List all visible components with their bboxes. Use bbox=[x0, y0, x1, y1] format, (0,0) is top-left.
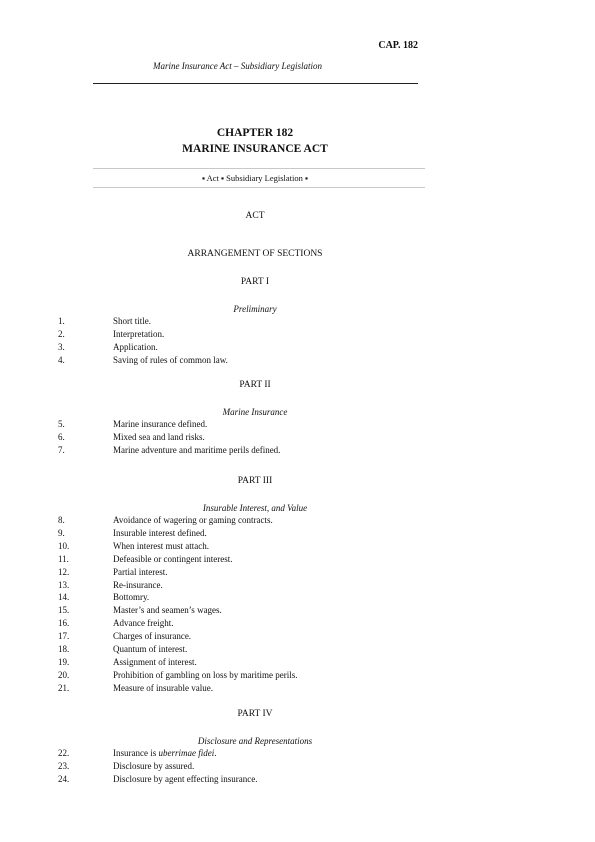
section-title-text: Insurable interest defined. bbox=[113, 527, 207, 538]
section-number: 16. bbox=[58, 618, 70, 629]
section-title-text: Interpretation. bbox=[113, 328, 165, 339]
section-number: 14. bbox=[58, 592, 70, 603]
part-heading: PART III bbox=[237, 476, 273, 486]
section-number: 7. bbox=[58, 444, 65, 455]
act-heading: ACT bbox=[245, 211, 265, 221]
section-row[interactable] bbox=[58, 761, 194, 771]
section-title-text: Insurance is bbox=[113, 748, 159, 758]
section-title bbox=[113, 355, 228, 365]
section-title bbox=[113, 761, 194, 771]
section-row[interactable] bbox=[58, 316, 151, 326]
links-top-rule bbox=[93, 168, 425, 169]
section-number: 22. bbox=[58, 748, 70, 758]
section-title bbox=[113, 432, 205, 442]
section-title bbox=[113, 657, 197, 667]
part-title: Insurable Interest, and Value bbox=[202, 503, 308, 513]
section-number: 23. bbox=[58, 760, 70, 771]
section-title bbox=[113, 528, 207, 538]
section-title-text: Partial interest. bbox=[113, 566, 168, 577]
part-title: Marine Insurance bbox=[222, 407, 288, 417]
section-row[interactable] bbox=[58, 355, 228, 365]
section-title bbox=[113, 554, 232, 564]
section-title-text: Prohibition of gambling on loss by maritime perils. bbox=[113, 669, 298, 680]
part-heading: PART IV bbox=[237, 709, 273, 719]
section-title-suffix: . bbox=[214, 748, 217, 758]
section-title-text: Avoidance of wagering or gaming contracts. bbox=[113, 515, 273, 525]
section-row[interactable] bbox=[58, 592, 149, 602]
section-title bbox=[113, 774, 258, 784]
section-number: 11. bbox=[58, 553, 69, 564]
section-number: 24. bbox=[58, 773, 70, 784]
section-number: 9. bbox=[58, 527, 65, 538]
section-title-text: Application. bbox=[113, 341, 158, 352]
section-title bbox=[113, 605, 222, 615]
section-title bbox=[113, 342, 158, 352]
part-heading: PART I bbox=[240, 277, 270, 287]
section-number: 10. bbox=[58, 540, 70, 551]
section-number: 5. bbox=[58, 419, 65, 429]
section-number: 21. bbox=[58, 682, 70, 693]
section-row[interactable] bbox=[58, 683, 213, 693]
section-row[interactable] bbox=[58, 528, 207, 538]
header-rule bbox=[93, 83, 418, 84]
chapter-title: MARINE INSURANCE ACT bbox=[182, 143, 328, 155]
section-title-text: Disclosure by agent effecting insurance. bbox=[113, 773, 258, 784]
section-title bbox=[113, 580, 163, 590]
section-title bbox=[113, 515, 273, 525]
links-bar[interactable]: ▪ Act ▪ Subsidiary Legislation ▪ bbox=[201, 173, 309, 183]
section-number: 17. bbox=[58, 631, 70, 642]
section-title-text: Master’s and seamen’s wages. bbox=[113, 605, 222, 616]
section-row[interactable] bbox=[58, 605, 222, 615]
section-row[interactable] bbox=[58, 432, 205, 442]
section-number: 6. bbox=[58, 431, 65, 442]
section-row[interactable] bbox=[58, 631, 191, 641]
section-title-text: Re-insurance. bbox=[113, 579, 163, 590]
section-row[interactable] bbox=[58, 342, 158, 352]
part-title: Disclosure and Representations bbox=[197, 736, 313, 746]
section-number: 13. bbox=[58, 579, 70, 590]
section-row[interactable] bbox=[58, 554, 232, 564]
section-title-text: Assignment of interest. bbox=[113, 656, 197, 667]
section-number: 2. bbox=[58, 328, 65, 339]
section-number: 20. bbox=[58, 669, 70, 680]
section-title-text: Saving of rules of common law. bbox=[113, 354, 228, 365]
section-title bbox=[113, 329, 164, 339]
section-title bbox=[113, 631, 191, 641]
section-title bbox=[113, 670, 298, 680]
section-number: 12. bbox=[58, 566, 70, 577]
section-title bbox=[113, 316, 151, 326]
running-title: Marine Insurance Act – Subsidiary Legislation bbox=[152, 61, 323, 71]
section-row[interactable] bbox=[58, 580, 163, 590]
section-title bbox=[113, 644, 187, 654]
section-row[interactable] bbox=[58, 748, 216, 758]
section-title bbox=[113, 541, 209, 551]
section-title bbox=[113, 445, 280, 455]
section-row[interactable] bbox=[58, 618, 173, 628]
chapter-number: CHAPTER 182 bbox=[216, 127, 294, 139]
cap-label: CAP. 182 bbox=[378, 40, 418, 51]
section-title-italic: uberrimae fidei bbox=[158, 748, 215, 758]
section-row[interactable] bbox=[58, 541, 209, 551]
section-title-text: Short title. bbox=[113, 316, 151, 326]
section-row[interactable] bbox=[58, 670, 298, 680]
section-row[interactable] bbox=[58, 515, 273, 525]
section-row[interactable] bbox=[58, 657, 197, 667]
section-title bbox=[113, 592, 149, 602]
section-row[interactable] bbox=[58, 329, 164, 339]
section-title bbox=[113, 683, 213, 693]
section-row[interactable] bbox=[58, 419, 207, 429]
section-title-text: Quantum of interest. bbox=[113, 644, 188, 654]
section-title bbox=[113, 748, 216, 758]
section-title-text: When interest must attach. bbox=[113, 540, 209, 551]
part-heading: PART II bbox=[239, 380, 271, 390]
section-row[interactable] bbox=[58, 445, 280, 455]
section-number: 1. bbox=[58, 316, 65, 326]
section-title-text: Mixed sea and land risks. bbox=[113, 431, 205, 442]
section-title-text: Advance freight. bbox=[113, 618, 174, 629]
section-row[interactable] bbox=[58, 774, 258, 784]
section-number: 18. bbox=[58, 644, 70, 654]
section-title-text: Disclosure by assured. bbox=[113, 760, 195, 771]
section-title-text: Measure of insurable value. bbox=[113, 682, 213, 693]
section-row[interactable] bbox=[58, 644, 187, 654]
section-number: 3. bbox=[58, 341, 65, 352]
section-title bbox=[113, 419, 207, 429]
section-number: 19. bbox=[58, 656, 70, 667]
section-row[interactable] bbox=[58, 567, 167, 577]
part-title: Preliminary bbox=[233, 304, 277, 314]
section-title bbox=[113, 618, 173, 628]
section-title-text: Defeasible or contingent interest. bbox=[113, 553, 233, 564]
arrangement-heading: ARRANGEMENT OF SECTIONS bbox=[187, 249, 323, 259]
section-title bbox=[113, 567, 167, 577]
section-title-text: Bottomry. bbox=[113, 592, 150, 603]
section-title-text: Marine adventure and maritime perils defined. bbox=[113, 444, 281, 455]
section-title-text: Marine insurance defined. bbox=[113, 419, 208, 429]
section-title-text: Charges of insurance. bbox=[113, 631, 192, 642]
section-number: 15. bbox=[58, 605, 70, 616]
links-bottom-rule bbox=[93, 187, 425, 188]
section-number: 4. bbox=[58, 354, 65, 365]
section-number: 8. bbox=[58, 515, 65, 525]
